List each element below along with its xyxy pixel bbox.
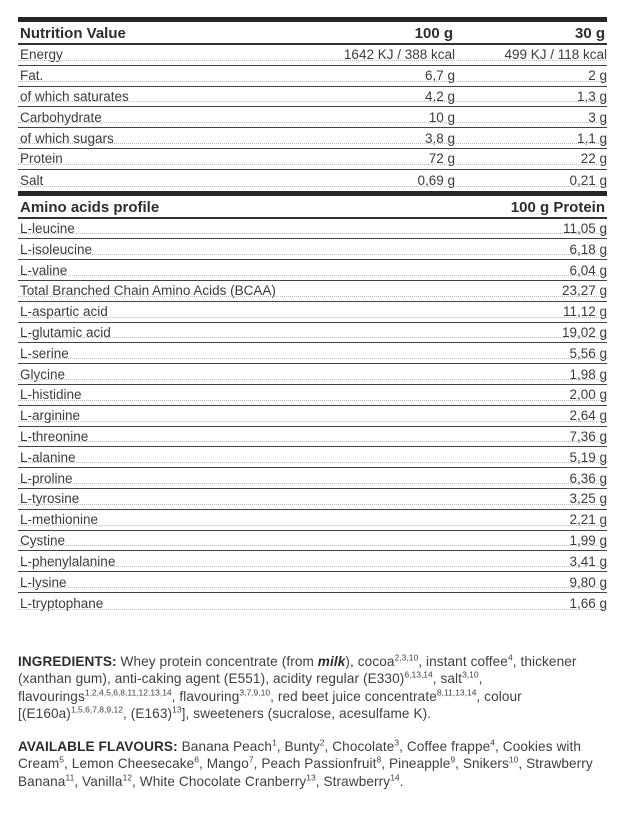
nutrient-value-30g: 2 g [588, 68, 607, 84]
column-header-30g: 30 g [574, 25, 605, 42]
nutrient-value-100g: 1642 KJ / 388 kcal [343, 47, 455, 63]
amino-acid-value: 6,04 g [569, 262, 607, 278]
nutrient-value-30g: 3 g [588, 109, 607, 125]
amino-acid-value: 9,80 g [569, 574, 607, 590]
nutrient-value-30g: 0,21 g [569, 172, 607, 188]
nutrient-label: of which sugars [20, 130, 114, 146]
amino-acid-label: L-tyrosine [20, 491, 80, 507]
amino-acid-value: 2,64 g [569, 408, 607, 424]
nutrient-value-30g: 499 KJ / 118 kcal [504, 47, 607, 63]
amino-acid-value: 3,41 g [569, 553, 607, 569]
nutrition-table-header [18, 22, 607, 45]
nutrition-table-row [18, 45, 607, 66]
amino-acid-value: 11,05 g [562, 220, 607, 236]
amino-table-row [18, 219, 607, 240]
amino-acid-label: L-phenylalanine [20, 553, 116, 569]
nutrition-table-title: Nutrition Value [20, 25, 126, 42]
amino-table-row [18, 572, 607, 593]
nutrient-value-100g: 72 g [428, 151, 455, 167]
amino-acid-value: 1,66 g [569, 595, 607, 611]
amino-acid-value: 1,99 g [569, 532, 607, 548]
nutrient-label: Salt [20, 172, 44, 188]
amino-acid-label: L-tryptophane [20, 595, 104, 611]
amino-table-row [18, 593, 607, 614]
flavours-paragraph: AVAILABLE FLAVOURS: Banana Peach$^1$, Bunty$^2$, Chocolate$^3$, Coffee frappe$^4$, Cookies with Cream$^5$, Lemon Cheesecake$^6$, Mango$^7$, Peach Passionfruit$^8$, Pineapple$^9$, Snikers$^{10}$, Strawberry Banana$^{11}$, Vanilla$^{12}$, White Chocolate Cranberry$^{13}$, Strawberry$^{14}$. [18, 737, 593, 789]
amino-table-row [18, 447, 607, 468]
amino-table-row [18, 510, 607, 531]
amino-acid-label: L-arginine [20, 408, 81, 424]
amino-acid-label: L-isoleucine [20, 241, 93, 257]
amino-table-row [18, 489, 607, 510]
amino-table-row [18, 551, 607, 572]
nutrient-value-100g: 0,69 g [417, 172, 455, 188]
nutrition-table-row [18, 107, 607, 128]
amino-acid-value: 7,36 g [569, 428, 607, 444]
nutrient-label: Protein [20, 151, 63, 167]
flavours-section [18, 738, 607, 791]
amino-acids-table [18, 196, 607, 614]
nutrient-label: of which saturates [20, 88, 129, 104]
amino-table-row [18, 364, 607, 385]
column-header-100g: 100 g [414, 25, 453, 42]
nutrient-value-100g: 10 g [428, 109, 455, 125]
amino-acid-value: 3,25 g [569, 491, 607, 507]
nutrition-table-row [18, 87, 607, 108]
amino-table-row [18, 427, 607, 448]
amino-acid-value: 5,19 g [569, 449, 607, 465]
amino-table-row [18, 239, 607, 260]
amino-table-row [18, 260, 607, 281]
column-header-100g-protein: 100 g Protein [510, 198, 605, 216]
amino-acid-value: 5,56 g [569, 345, 607, 361]
amino-acid-label: L-alanine [20, 449, 76, 465]
amino-table-row [18, 406, 607, 427]
amino-acid-label: L-methionine [20, 512, 99, 528]
amino-acid-label: L-serine [20, 345, 69, 361]
nutrient-value-100g: 4,2 g [424, 88, 455, 104]
amino-acid-label: L-leucine [20, 220, 75, 236]
ingredients-section [18, 653, 607, 723]
amino-acid-value: 23,27 g [561, 283, 607, 299]
amino-acid-label: Glycine [20, 366, 66, 382]
amino-acid-label: L-glutamic acid [20, 324, 111, 340]
amino-acid-value: 2,00 g [569, 387, 607, 403]
amino-table-row [18, 302, 607, 323]
amino-table-header [18, 196, 607, 219]
amino-table-row [18, 343, 607, 364]
amino-table-row [18, 531, 607, 552]
nutrient-label: Carbohydrate [20, 109, 102, 125]
amino-acid-label: L-proline [20, 470, 73, 486]
amino-acid-value: 1,98 g [569, 366, 607, 382]
amino-acid-value: 6,36 g [569, 470, 607, 486]
nutrient-label: Energy [20, 47, 63, 63]
nutrition-table-row [18, 149, 607, 170]
amino-acid-value: 11,12 g [562, 304, 607, 320]
nutrition-value-table [18, 17, 607, 196]
amino-acid-label: Cystine [20, 532, 66, 548]
amino-table-row [18, 281, 607, 302]
ingredients-paragraph: INGREDIENTS: Whey protein concentrate (from milk), cocoa$^{2,3,10}$, instant coffee$^4$, thickener (xanthan gum), anti-caking agent (E551), acidity regular $(E330)^{6,13,14}$, salt$^{3,10}$, flavourings$^{1,2,4,5,6,8,11,12,13,14}$, flavouring$^{3,7,9,10}$, red beet juice concentrate$^{8,11,13,14}$, colour [$(E160a)^{1,5,6,7,8,9,12}$, $(E163)^{13}$], sweeteners (sucralose, acesulfame K). [18, 652, 577, 722]
amino-acid-label: Total Branched Chain Amino Acids (BCAA) [20, 283, 276, 299]
amino-table-rows [18, 219, 607, 614]
nutrient-value-30g: 1,1 g [576, 130, 607, 146]
amino-acid-value: 19,02 g [561, 324, 607, 340]
amino-table-row [18, 468, 607, 489]
amino-acid-label: L-threonine [20, 428, 89, 444]
amino-table-row [18, 323, 607, 344]
amino-acid-label: L-aspartic acid [20, 304, 108, 320]
nutrition-table-row [18, 66, 607, 87]
nutrient-value-100g: 6,7 g [424, 68, 455, 84]
amino-acid-value: 6,18 g [569, 241, 607, 257]
amino-acid-value: 2,21 g [569, 512, 607, 528]
amino-acid-label: L-histidine [20, 387, 82, 403]
nutrition-table-row [18, 170, 607, 191]
amino-table-title: Amino acids profile [20, 198, 160, 216]
amino-table-row [18, 385, 607, 406]
amino-acid-label: L-valine [20, 262, 68, 278]
nutrition-table-rows [18, 45, 607, 191]
nutrition-table-row [18, 128, 607, 149]
nutrient-value-30g: 22 g [580, 151, 607, 167]
nutrient-value-100g: 3,8 g [424, 130, 455, 146]
amino-acid-label: L-lysine [20, 574, 67, 590]
nutrient-value-30g: 1,3 g [576, 88, 607, 104]
nutrient-label: Fat. [20, 68, 44, 84]
